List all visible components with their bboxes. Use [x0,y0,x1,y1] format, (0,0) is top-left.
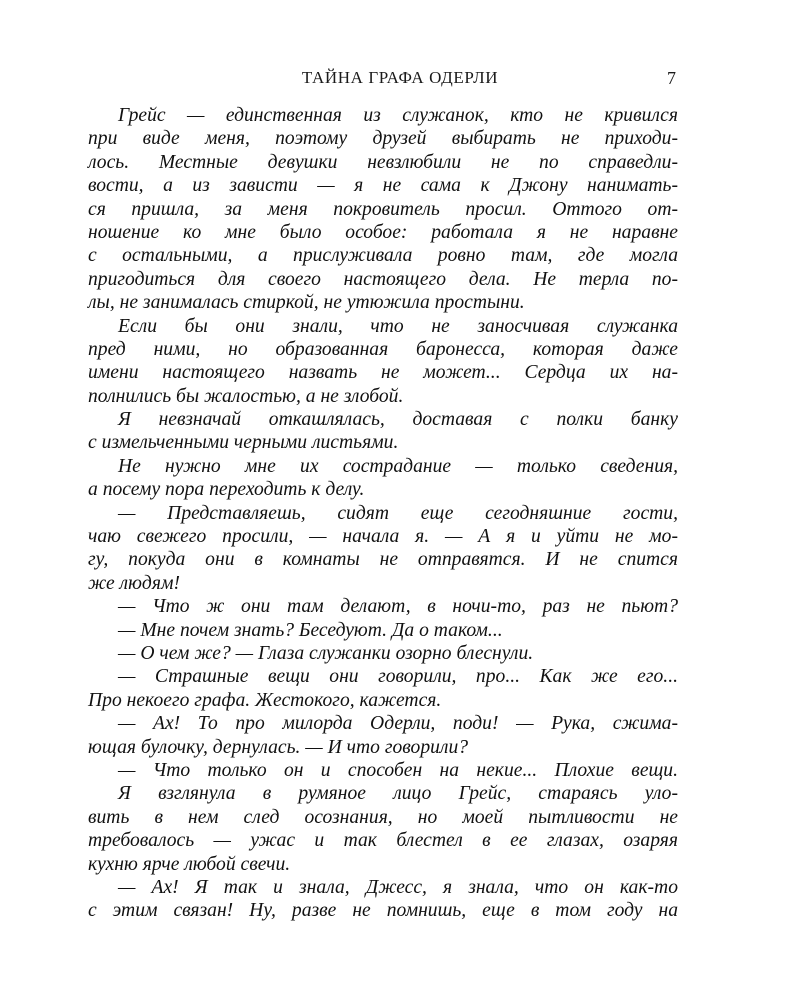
text-line: чаю свежего просили, — начала я. — А я и уйти не мо- [88,526,678,548]
text-line: с этим связан! Ну, разве не помнишь, еще в том году на [88,900,678,922]
text-line: же людям! [88,572,180,594]
text-line: — О чем же? — Глаза служанки озорно блеснули. [118,642,534,664]
text-line: — Страшные вещи они говорили, про... Как же его... [118,666,678,688]
book-title: ТАЙНА ГРАФА ОДЕРЛИ [301,68,499,87]
text-line: ющая булочку, дернулась. — И что говорили? [88,736,469,758]
text-line: имени настоящего назвать не может... Сердца их на- [88,362,678,384]
text-line: Грейс — единственная из служанок, кто не кривился [118,105,678,126]
text-line: пред ними, но образованная баронесса, которая даже [88,338,678,360]
text-line: вить в нем след осознания, но моей пытливости не [88,806,678,828]
text-line: кухню ярче любой свечи. [88,853,291,875]
text-line: требовалось — ужас и так блестел в ее глазах, озаряя [88,830,678,852]
text-line: — Ах! То про милорда Одерли, поди! — Рука, сжима- [118,713,678,735]
text-line: пригодиться для своего настоящего дела. Не терла по- [88,268,678,290]
text-line: Не нужно мне их сострадание — только сведения, [118,455,678,477]
text-line: лы, не занималась стиркой, не утюжила простыни. [88,292,525,314]
text-line: с измельченными черными листьями. [88,432,399,454]
text-line: — Ах! Я так и знала, Джесс, я знала, что он как-то [118,876,678,898]
text-line: а посему пора переходить к делу. [88,479,365,501]
page-number: 7 [667,68,676,88]
text-line: Я невзначай откашлялась, доставая с полки банку [118,409,678,431]
text-line: полнились бы жалостью, а не злобой. [88,385,404,407]
text-line: гу, покуда они в комнаты не отправятся. И не спится [88,549,678,571]
running-head [0,68,800,94]
text-line: Я взглянула в румяное лицо Грейс, стараясь уло- [118,783,678,805]
text-line: — Что только он и способен на некие... Плохие вещи. [118,759,678,781]
text-line: вости, а из зависти — я не сама к Джону нанимать- [88,175,678,197]
text-line: Если бы они знали, что не заносчивая служанка [118,315,678,337]
text-line: при виде меня, поэтому друзей выбирать не приходи- [88,128,678,150]
text-line: — Что ж они там делают, в ночи-то, раз не пьют? [118,596,678,618]
text-line: лось. Местные девушки невзлюбили не по справедли- [88,151,678,173]
text-line: — Мне почем знать? Беседуют. Да о таком... [118,619,503,641]
text-line: с остальными, а прислуживала ровно там, где могла [88,245,678,267]
text-line: — Представляешь, сидят еще сегодняшние гости, [118,502,678,524]
text-line: ношение ко мне было особое: работала я не наравне [88,221,678,243]
body-text [88,104,678,923]
text-line: Про некоего графа. Жестокого, кажется. [88,689,442,711]
text-line: ся пришла, за меня покровитель просил. Оттого от- [88,198,678,220]
